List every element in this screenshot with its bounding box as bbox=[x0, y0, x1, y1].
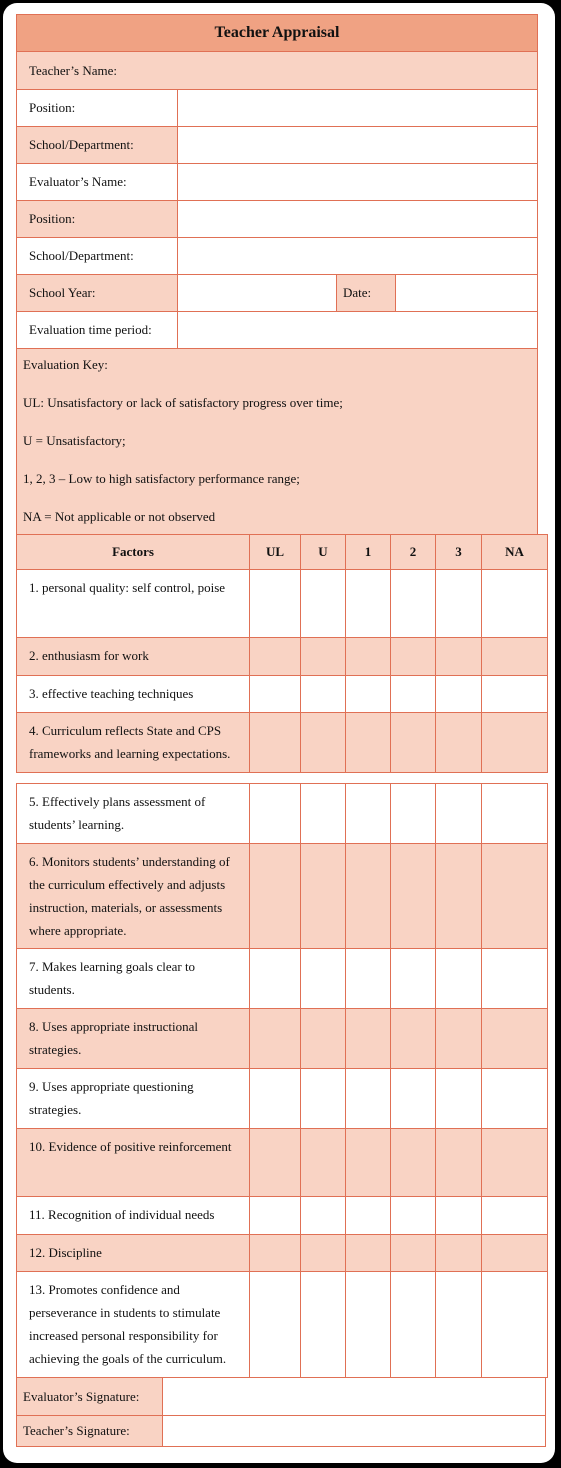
school-department-field[interactable] bbox=[177, 127, 537, 163]
rating-cell[interactable] bbox=[301, 638, 346, 676]
factor-label: 4. Curriculum reflects State and CPS frameworks and learning expectations. bbox=[17, 713, 250, 773]
evaluator-name-row bbox=[16, 164, 538, 201]
key-range: 1, 2, 3 – Low to high satisfactory performance range; bbox=[23, 471, 300, 486]
rating-cell[interactable] bbox=[482, 1009, 548, 1069]
evaluator-signature-row bbox=[16, 1377, 546, 1416]
rating-cell[interactable] bbox=[482, 638, 548, 676]
rating-cell[interactable] bbox=[482, 784, 548, 844]
evaluator-school-department-label: School/Department: bbox=[17, 238, 177, 274]
teacher-signature-row bbox=[16, 1415, 546, 1447]
factor-row bbox=[17, 1129, 548, 1197]
school-dept-row-2 bbox=[16, 238, 538, 275]
rating-cell[interactable] bbox=[391, 570, 436, 638]
factor-label: 13. Promotes confidence and perseverance in students to stimulate increased personal responsibility for achieving the goals of the curriculum. bbox=[17, 1272, 250, 1378]
rating-cell[interactable] bbox=[250, 1069, 301, 1129]
factor-label: 6. Monitors students’ understanding of the curriculum effectively and adjusts instruction, materials, or assessments where appropriate. bbox=[17, 844, 250, 949]
rating-cell[interactable] bbox=[482, 844, 548, 949]
rating-cell[interactable] bbox=[436, 1069, 482, 1129]
rating-cell[interactable] bbox=[301, 1069, 346, 1129]
teacher-signature-label: Teacher’s Signature: bbox=[17, 1416, 162, 1446]
rating-cell[interactable] bbox=[250, 1197, 301, 1235]
rating-cell[interactable] bbox=[346, 676, 391, 713]
factor-label: 8. Uses appropriate instructional strategies. bbox=[17, 1009, 250, 1069]
rating-cell[interactable] bbox=[482, 676, 548, 713]
school-dept-row-1 bbox=[16, 127, 538, 164]
rating-cell[interactable] bbox=[301, 713, 346, 773]
school-year-row bbox=[16, 275, 538, 312]
rating-cell[interactable] bbox=[250, 1235, 301, 1272]
rating-cell[interactable] bbox=[346, 1009, 391, 1069]
factors-table-2 bbox=[16, 783, 548, 1378]
teacher-name-row bbox=[16, 52, 538, 90]
factor-row bbox=[17, 784, 548, 844]
factor-row bbox=[17, 1272, 548, 1378]
rating-cell[interactable] bbox=[301, 570, 346, 638]
position-row-1 bbox=[16, 90, 538, 127]
factors-table-1 bbox=[16, 534, 548, 773]
factor-label: 10. Evidence of positive reinforcement bbox=[17, 1129, 250, 1197]
rating-cell[interactable] bbox=[346, 713, 391, 773]
rating-cell[interactable] bbox=[301, 784, 346, 844]
rating-cell[interactable] bbox=[346, 844, 391, 949]
rating-cell[interactable] bbox=[301, 844, 346, 949]
rating-cell[interactable] bbox=[250, 1272, 301, 1378]
rating-cell[interactable] bbox=[391, 1272, 436, 1378]
key-ul: UL: Unsatisfactory or lack of satisfactory progress over time; bbox=[23, 395, 343, 410]
rating-cell[interactable] bbox=[436, 844, 482, 949]
factor-row bbox=[17, 1009, 548, 1069]
factor-label: 5. Effectively plans assessment of students’ learning. bbox=[17, 784, 250, 844]
form-title: Teacher Appraisal bbox=[16, 14, 538, 52]
factor-label: 7. Makes learning goals clear to students. bbox=[17, 949, 250, 1009]
rating-cell[interactable] bbox=[436, 949, 482, 1009]
rating-cell[interactable] bbox=[482, 1069, 548, 1129]
rating-cell[interactable] bbox=[301, 1272, 346, 1378]
factor-row bbox=[17, 1235, 548, 1272]
rating-cell[interactable] bbox=[391, 638, 436, 676]
rating-cell[interactable] bbox=[250, 638, 301, 676]
rating-cell[interactable] bbox=[436, 676, 482, 713]
factor-row bbox=[17, 638, 548, 676]
rating-cell[interactable] bbox=[346, 638, 391, 676]
rating-cell[interactable] bbox=[301, 1129, 346, 1197]
rating-cell[interactable] bbox=[346, 1069, 391, 1129]
factor-row bbox=[17, 1069, 548, 1129]
rating-cell[interactable] bbox=[436, 1197, 482, 1235]
column-header-1: 1 bbox=[346, 535, 391, 570]
rating-cell[interactable] bbox=[346, 784, 391, 844]
rating-cell[interactable] bbox=[250, 844, 301, 949]
factor-row bbox=[17, 713, 548, 773]
column-header-factors: Factors bbox=[17, 535, 250, 570]
rating-cell[interactable] bbox=[482, 949, 548, 1009]
rating-cell[interactable] bbox=[436, 1235, 482, 1272]
rating-cell[interactable] bbox=[301, 676, 346, 713]
rating-cell[interactable] bbox=[391, 1009, 436, 1069]
rating-cell[interactable] bbox=[436, 1272, 482, 1378]
column-header-u: U bbox=[301, 535, 346, 570]
factor-row bbox=[17, 844, 548, 949]
rating-cell[interactable] bbox=[250, 676, 301, 713]
position-field[interactable] bbox=[177, 90, 537, 126]
key-na: NA = Not applicable or not observed bbox=[23, 509, 216, 524]
rating-cell[interactable] bbox=[391, 1197, 436, 1235]
key-heading: Evaluation Key: bbox=[23, 357, 108, 372]
rating-cell[interactable] bbox=[482, 1129, 548, 1197]
rating-cell[interactable] bbox=[250, 949, 301, 1009]
rating-cell[interactable] bbox=[482, 1272, 548, 1378]
eval-period-row bbox=[16, 312, 538, 349]
factor-label: 3. effective teaching techniques bbox=[17, 676, 250, 713]
rating-cell[interactable] bbox=[346, 1129, 391, 1197]
evaluation-key bbox=[16, 349, 538, 535]
rating-cell[interactable] bbox=[346, 570, 391, 638]
rating-cell[interactable] bbox=[391, 1069, 436, 1129]
evaluator-school-department-field[interactable] bbox=[177, 238, 537, 274]
date-label: Date: bbox=[336, 275, 395, 311]
key-u: U = Unsatisfactory; bbox=[23, 433, 126, 448]
evaluator-position-label: Position: bbox=[17, 201, 177, 237]
rating-cell[interactable] bbox=[346, 949, 391, 1009]
rating-cell[interactable] bbox=[436, 638, 482, 676]
rating-cell[interactable] bbox=[391, 1129, 436, 1197]
column-header-2: 2 bbox=[391, 535, 436, 570]
factor-row bbox=[17, 676, 548, 713]
school-department-label: School/Department: bbox=[17, 127, 177, 163]
rating-cell[interactable] bbox=[391, 949, 436, 1009]
date-field[interactable] bbox=[395, 275, 537, 311]
rating-cell[interactable] bbox=[250, 784, 301, 844]
rating-cell[interactable] bbox=[436, 1129, 482, 1197]
rating-cell[interactable] bbox=[436, 570, 482, 638]
rating-cell[interactable] bbox=[346, 1235, 391, 1272]
rating-cell[interactable] bbox=[391, 676, 436, 713]
factor-row bbox=[17, 570, 548, 638]
column-header-3: 3 bbox=[436, 535, 482, 570]
rating-cell[interactable] bbox=[436, 713, 482, 773]
rating-cell[interactable] bbox=[301, 1197, 346, 1235]
rating-cell[interactable] bbox=[391, 1235, 436, 1272]
column-header-na: NA bbox=[482, 535, 548, 570]
rating-cell[interactable] bbox=[301, 1009, 346, 1069]
rating-cell[interactable] bbox=[250, 570, 301, 638]
evaluator-signature-field[interactable] bbox=[162, 1378, 545, 1415]
evaluator-signature-label: Evaluator’s Signature: bbox=[17, 1378, 162, 1415]
rating-cell[interactable] bbox=[250, 1129, 301, 1197]
factor-row bbox=[17, 1197, 548, 1235]
rating-cell[interactable] bbox=[482, 1197, 548, 1235]
rating-cell[interactable] bbox=[391, 713, 436, 773]
factor-label: 12. Discipline bbox=[17, 1235, 250, 1272]
rating-cell[interactable] bbox=[436, 1009, 482, 1069]
rating-cell[interactable] bbox=[436, 784, 482, 844]
teacher-signature-field[interactable] bbox=[162, 1416, 545, 1446]
evaluator-position-field[interactable] bbox=[177, 201, 537, 237]
position-label: Position: bbox=[17, 90, 177, 126]
factor-label: 11. Recognition of individual needs bbox=[17, 1197, 250, 1235]
rating-cell[interactable] bbox=[250, 713, 301, 773]
rating-cell[interactable] bbox=[250, 1009, 301, 1069]
rating-cell[interactable] bbox=[301, 1235, 346, 1272]
evaluation-period-label: Evaluation time period: bbox=[17, 312, 177, 348]
factor-label: 9. Uses appropriate questioning strategies. bbox=[17, 1069, 250, 1129]
school-year-label: School Year: bbox=[17, 275, 177, 311]
rating-cell[interactable] bbox=[301, 949, 346, 1009]
rating-cell[interactable] bbox=[391, 784, 436, 844]
evaluator-name-field[interactable] bbox=[177, 164, 537, 200]
column-header-ul: UL bbox=[250, 535, 301, 570]
factor-row bbox=[17, 949, 548, 1009]
factor-label: 2. enthusiasm for work bbox=[17, 638, 250, 676]
rating-cell[interactable] bbox=[391, 844, 436, 949]
rating-cell[interactable] bbox=[346, 1197, 391, 1235]
position-row-2 bbox=[16, 201, 538, 238]
evaluator-name-label: Evaluator’s Name: bbox=[17, 164, 177, 200]
rating-cell[interactable] bbox=[346, 1272, 391, 1378]
teacher-name-label: Teacher’s Name: bbox=[29, 62, 117, 78]
evaluation-period-field[interactable] bbox=[177, 312, 537, 348]
rating-cell[interactable] bbox=[482, 570, 548, 638]
rating-cell[interactable] bbox=[482, 713, 548, 773]
rating-cell[interactable] bbox=[482, 1235, 548, 1272]
school-year-field[interactable] bbox=[177, 275, 336, 311]
factor-label: 1. personal quality: self control, poise bbox=[17, 570, 250, 638]
